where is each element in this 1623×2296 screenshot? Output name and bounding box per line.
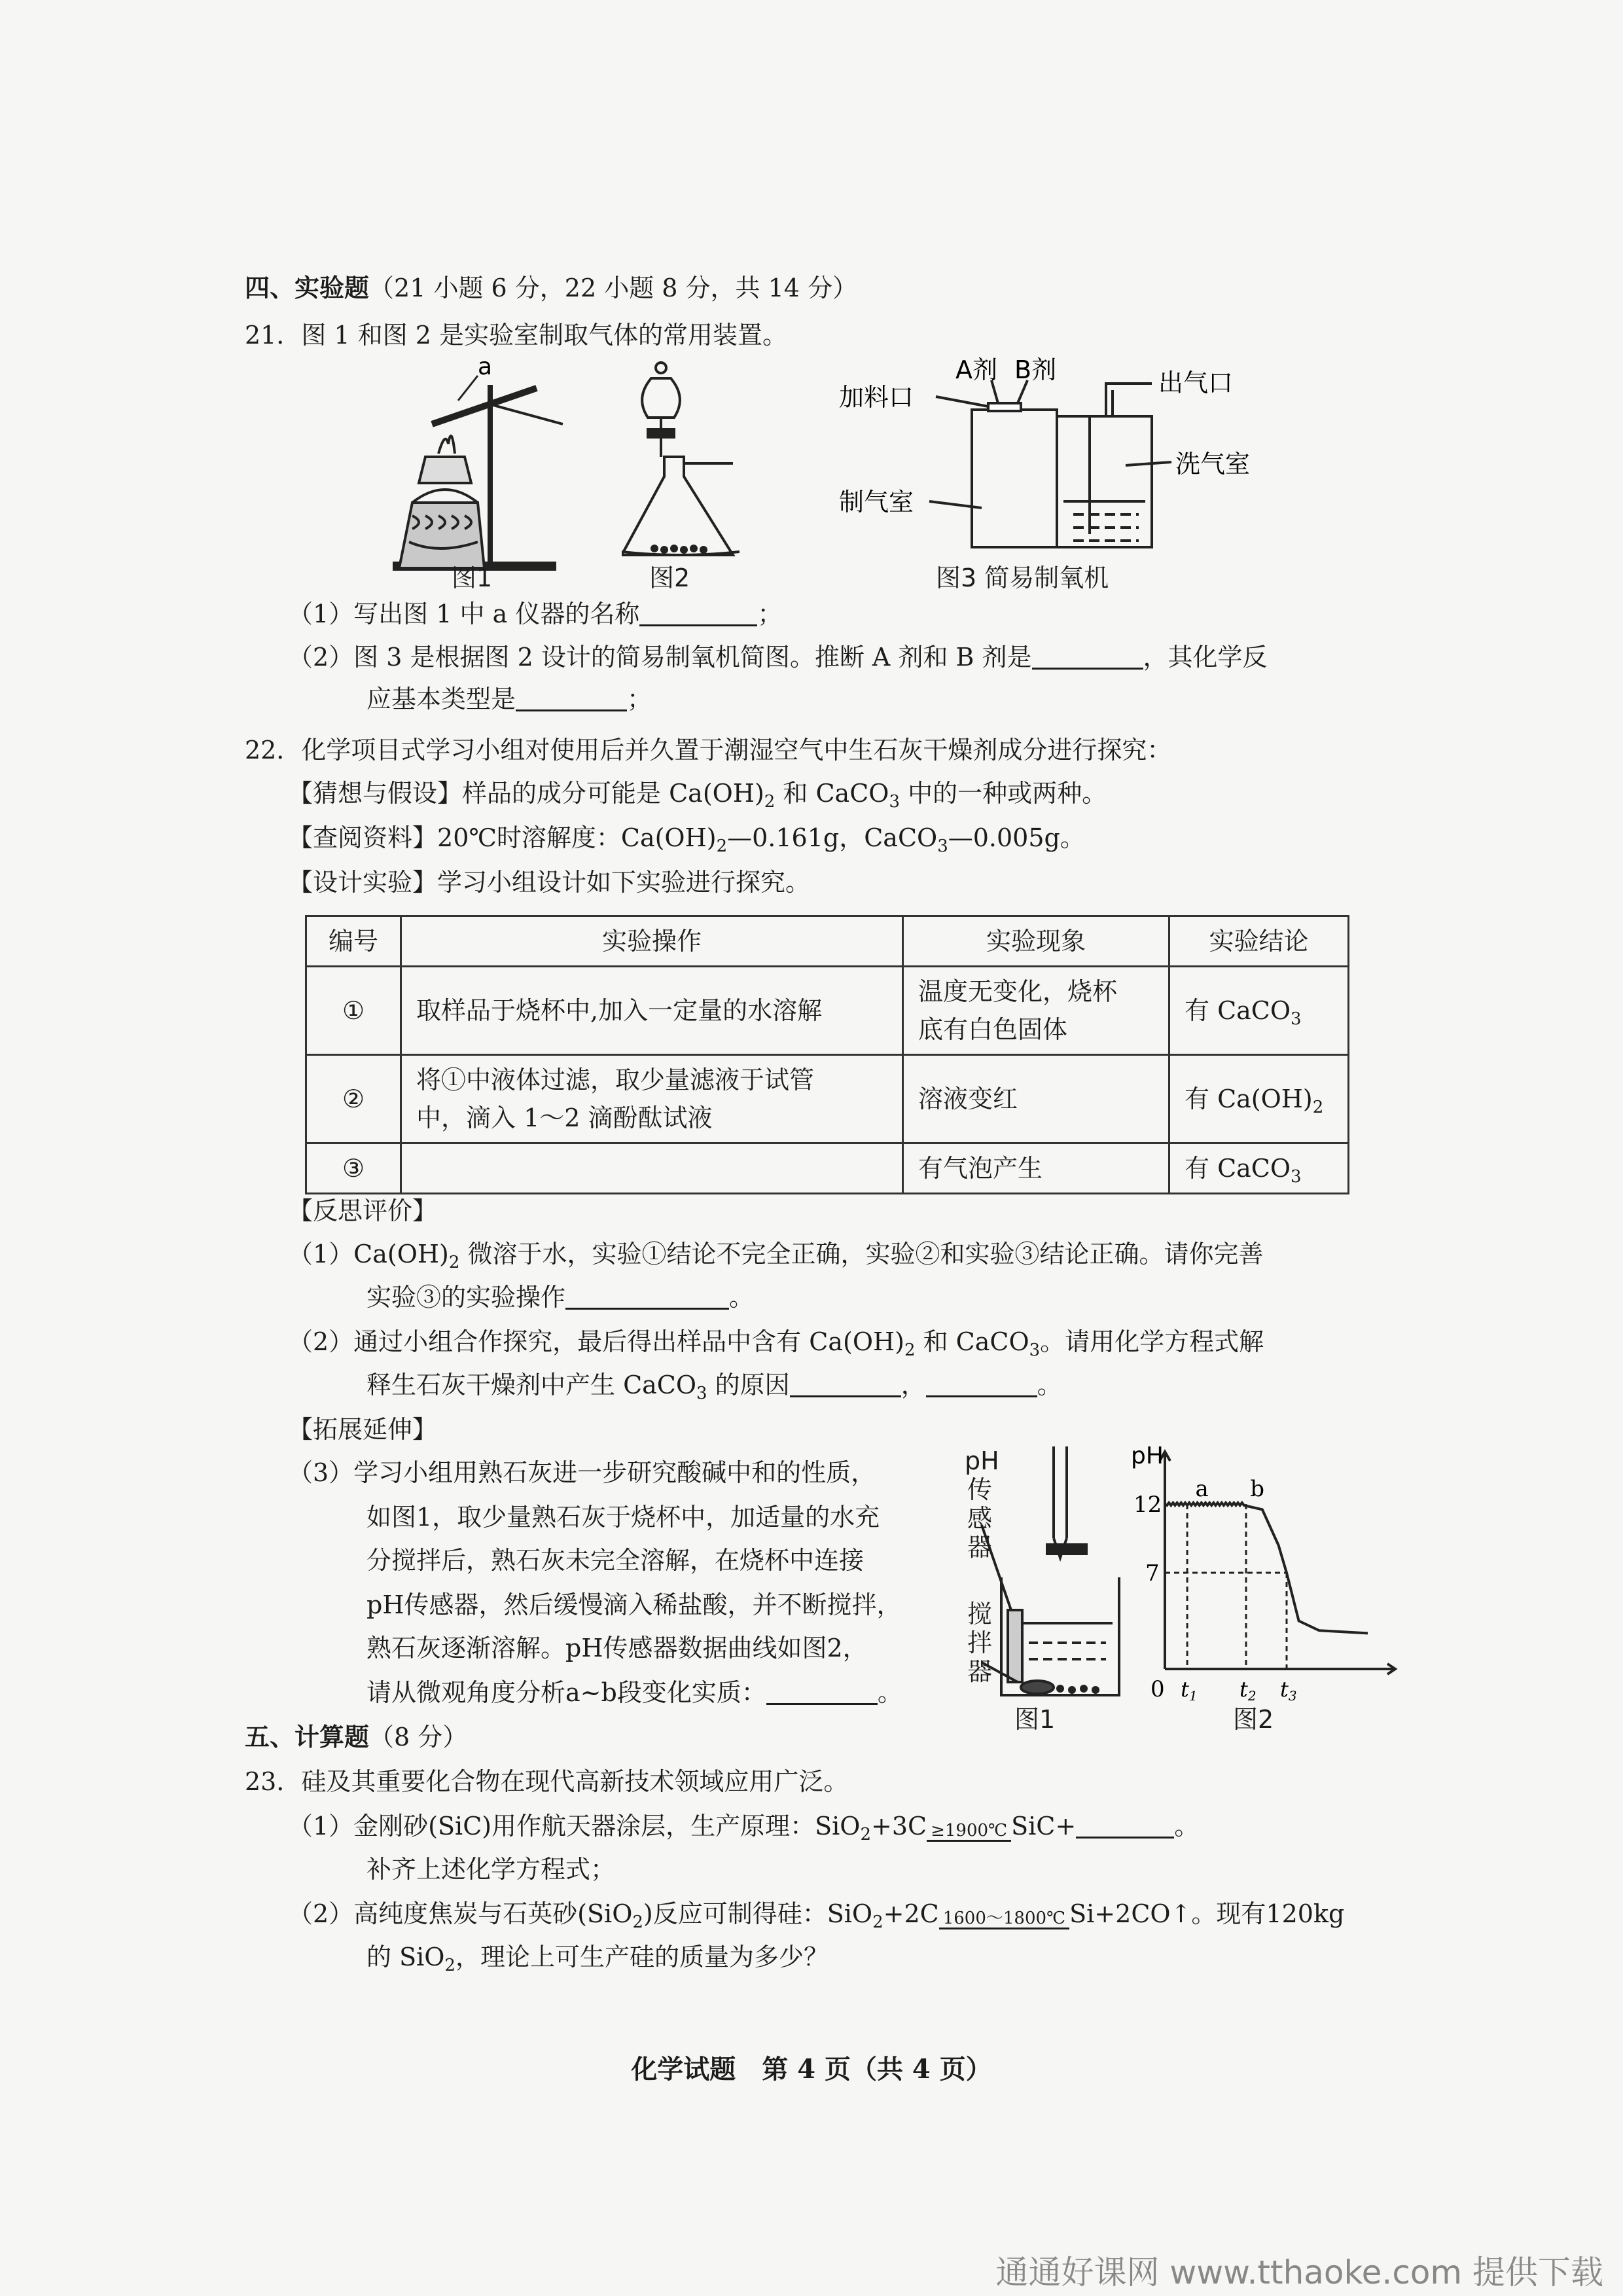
fig1-label-a: a xyxy=(478,359,493,380)
reflect-part1 xyxy=(288,1236,1264,1272)
stirrer-char: 搅 xyxy=(967,1600,993,1628)
ext-line: （3）学习小组用熟石灰进一步研究酸碱中和的性质， xyxy=(288,1458,876,1487)
q21-part1 xyxy=(288,596,782,632)
conclusion-text: 有 Ca(OH) xyxy=(1185,1085,1313,1113)
reference-text-a: 20℃时溶解度：Ca(OH) xyxy=(437,823,717,852)
conclusion-sub: 2 xyxy=(1312,1098,1324,1117)
fig3-gen-chamber: 制气室 xyxy=(839,488,914,516)
conclusion-text: 有 CaCO xyxy=(1185,996,1291,1025)
hypothesis-sub2: 3 xyxy=(889,792,900,812)
table-cell-no: ② xyxy=(306,1055,401,1143)
reflect1-text-a: （1）Ca(OH) xyxy=(288,1240,449,1268)
sensor-char: 器 xyxy=(967,1533,993,1562)
ph-series-line xyxy=(1165,1503,1368,1633)
q21-part2-line2: 应基本类型是 xyxy=(366,685,516,713)
q23-part2-line2-sub: 2 xyxy=(444,1956,455,1975)
sensor-char: 感 xyxy=(967,1504,993,1533)
watermark: 通通好课网 www.tthaoke.com 提供下载 xyxy=(995,2253,1603,2291)
q23-part2-text-c: +2C xyxy=(883,1899,939,1928)
sensor-label-ph: pH xyxy=(965,1446,999,1475)
q21-part2-text-end: ，其化学反 xyxy=(1143,643,1268,672)
table-row xyxy=(306,1055,1349,1143)
fig3-oxygen-generator xyxy=(831,351,1250,560)
reaction-condition: 1600～1800℃ xyxy=(939,1909,1069,1929)
table-cell-no: ③ xyxy=(306,1143,401,1194)
reflect2-text-a: （2）通过小组合作探究，最后得出样品中含有 Ca(OH) xyxy=(288,1327,904,1356)
hypothesis-text-b: 和 CaCO xyxy=(775,779,889,808)
page-footer: 化学试题 第 4 页（共 4 页） xyxy=(631,2054,992,2085)
fig3-inlet: 加料口 xyxy=(839,383,914,412)
reaction-condition-arrow xyxy=(939,1909,1069,1945)
reference-text-c: —0.005g。 xyxy=(948,823,1085,852)
reflect1-sub: 2 xyxy=(448,1253,460,1272)
x-tick-label: t3 xyxy=(1280,1677,1297,1702)
q23-part1-end: 。 xyxy=(1174,1812,1200,1840)
table-row xyxy=(306,1143,1349,1194)
reflect1-blank[interactable] xyxy=(565,1282,729,1310)
reflect2-text-b: 和 CaCO xyxy=(915,1327,1029,1356)
q23-part2-line2 xyxy=(366,1939,829,1975)
table-cell-phenomenon xyxy=(903,967,1169,1055)
fig2-caption: 图2 xyxy=(649,564,690,592)
sensor-char: 传 xyxy=(967,1475,993,1504)
q23-part1 xyxy=(288,1808,1199,1857)
reference-tag: 【查阅资料】 xyxy=(288,823,438,852)
guide-lines xyxy=(1165,1504,1287,1669)
ext-blank[interactable] xyxy=(766,1677,878,1705)
q21-part1-text: （1）写出图 1 中 a 仪器的名称 xyxy=(288,600,640,628)
experiment-table xyxy=(305,915,1349,1194)
reflect2-blank2[interactable] xyxy=(926,1369,1037,1397)
reflect2-text-c: 。请用化学方程式解 xyxy=(1040,1327,1264,1356)
op-line2: 中，滴入 1～2 滴酚酞试液 xyxy=(416,1103,713,1132)
reflect2-blank1[interactable] xyxy=(790,1369,901,1397)
table-cell-conclusion xyxy=(1169,1143,1349,1194)
ext-end: 。 xyxy=(877,1678,902,1707)
hypothesis-text-a: 样品的成分可能是 Ca(OH) xyxy=(462,779,764,808)
reference-text-b: —0.161g，CaCO xyxy=(727,823,938,852)
table-cell-no: ① xyxy=(306,967,401,1055)
section5-note: （8 分） xyxy=(369,1723,468,1751)
reflect2-line2-b: 的原因 xyxy=(707,1371,790,1399)
q23-part1-line2: 补齐上述化学方程式； xyxy=(366,1855,616,1884)
table-cell-op: 取样品于烧杯中,加入一定量的水溶解 xyxy=(401,967,903,1055)
phenomenon-line1: 温度无变化，烧杯 xyxy=(918,977,1118,1006)
ext-line-text: 请从微观角度分析a~b段变化实质： xyxy=(366,1678,766,1707)
fig3-wash-chamber: 洗气室 xyxy=(1175,450,1250,478)
table-row xyxy=(306,967,1349,1055)
q23-part1-text-c: SiC+ xyxy=(1011,1812,1077,1840)
hypothesis-sub1: 2 xyxy=(764,792,776,812)
q21-part2-line2-end: ； xyxy=(627,685,652,713)
reflect1-end: 。 xyxy=(729,1283,755,1312)
reflect2-end: 。 xyxy=(1037,1371,1062,1399)
reflect-part1-cont xyxy=(366,1279,754,1316)
ph-curve-chart xyxy=(1126,1440,1400,1702)
table-header: 编号 xyxy=(306,916,401,967)
q23-part1-blank[interactable] xyxy=(1076,1810,1174,1839)
fig3-agent-a: A剂 xyxy=(955,355,997,384)
sensor-label xyxy=(967,1475,996,1562)
section4-heading xyxy=(245,270,857,306)
q21-part2 xyxy=(288,639,1268,675)
q23-part2-line2-a: 的 SiO xyxy=(366,1943,445,1971)
section4-title: 四、实验题 xyxy=(245,273,370,302)
q23-part2-text-a: （2）高纯度焦炭与石英砂(SiO xyxy=(288,1899,633,1928)
q23-part2 xyxy=(288,1895,1344,1945)
q21-part2-blank2[interactable] xyxy=(516,683,627,711)
fig3-outlet: 出气口 xyxy=(1158,368,1234,397)
reflect-part2 xyxy=(288,1323,1264,1360)
ph-chart-caption: 图2 xyxy=(1233,1705,1274,1734)
conclusion-text: 有 CaCO xyxy=(1185,1154,1291,1183)
stirrer-char: 器 xyxy=(967,1657,993,1686)
q23-part2-line2-b: ，理论上可生产硅的质量为多少？ xyxy=(455,1943,829,1971)
section4-note: （21 小题 6 分，22 小题 8 分，共 14 分） xyxy=(369,274,858,302)
ext-line: 如图1，取少量熟石灰于烧杯中，加适量的水充 xyxy=(366,1503,880,1532)
extension-tag: 【拓展延伸】 xyxy=(288,1415,438,1444)
q22-reference xyxy=(288,819,1085,856)
q21-part1-blank[interactable] xyxy=(639,598,757,626)
table-cell-phenomenon: 有气泡产生 xyxy=(903,1143,1169,1194)
q21-part2-blank1[interactable] xyxy=(1032,641,1143,670)
ext-line: 熟石灰逐渐溶解。pH传感器数据曲线如图2， xyxy=(366,1634,868,1662)
ext-line: 分搅拌后，熟石灰未完全溶解，在烧杯中连接 xyxy=(366,1546,865,1575)
fig3-agent-b: B剂 xyxy=(1014,355,1057,384)
reflect2-line2-sub: 3 xyxy=(696,1384,707,1403)
q23-part1-text-b: +3C xyxy=(870,1812,927,1840)
q23-part1-sub: 2 xyxy=(860,1825,871,1844)
q22-stem: 22．化学项目式学习小组对使用后并久置于潮湿空气中生石灰干燥剂成分进行探究： xyxy=(245,736,1172,764)
table-cell-op xyxy=(401,1055,903,1143)
table-cell-conclusion xyxy=(1169,1055,1349,1143)
q22-design xyxy=(288,864,810,901)
fig1-caption: 图1 xyxy=(452,564,493,592)
fig2-apparatus xyxy=(622,359,740,562)
section5-heading xyxy=(245,1719,467,1755)
op-line1: 将①中液体过滤，取少量滤液于试管 xyxy=(416,1066,815,1094)
point-label-b: b xyxy=(1250,1476,1264,1502)
q22-hypothesis xyxy=(288,775,1107,812)
reaction-condition: ≥1900℃ xyxy=(927,1821,1011,1842)
y-tick-label: 7 xyxy=(1145,1560,1160,1587)
q21-part2-text: （2）图 3 是根据图 2 设计的简易制氧机简图。推断 A 剂和 B 剂是 xyxy=(288,643,1032,672)
origin-label: 0 xyxy=(1150,1676,1165,1702)
table-header: 实验结论 xyxy=(1169,916,1349,967)
reference-sub2: 3 xyxy=(937,836,948,856)
x-tick-label: t2 xyxy=(1240,1677,1257,1702)
sensor-fig-caption: 图1 xyxy=(1014,1705,1056,1734)
q23-part2-text-b: )反应可制得硅：SiO xyxy=(643,1899,873,1928)
q23-part2-sub2: 2 xyxy=(872,1912,883,1932)
reflect2-line2-a: 释生石灰干燥剂中产生 CaCO xyxy=(366,1371,697,1399)
phenomenon-line2: 底有白色固体 xyxy=(918,1015,1068,1044)
hypothesis-text-c: 中的一种或两种。 xyxy=(900,779,1107,808)
hypothesis-tag: 【猜想与假设】 xyxy=(288,779,463,808)
table-cell-op-empty[interactable] xyxy=(401,1143,903,1194)
q23-part1-text-a: （1）金刚砂(SiC)用作航天器涂层，生产原理：SiO xyxy=(288,1812,861,1840)
design-text: 学习小组设计如下实验进行探究。 xyxy=(437,868,811,897)
y-tick-label: 12 xyxy=(1133,1492,1162,1518)
y-axis-label: pH xyxy=(1131,1443,1164,1469)
ext-line-last xyxy=(366,1674,902,1711)
reflect-tag: 【反思评价】 xyxy=(288,1196,438,1225)
fig1-apparatus xyxy=(386,359,569,581)
section5-title: 五、计算题 xyxy=(245,1722,370,1751)
q23-part2-sub1: 2 xyxy=(632,1912,643,1932)
table-header-row xyxy=(306,916,1349,967)
stirrer-label xyxy=(967,1600,996,1686)
q21-part2-cont xyxy=(366,681,652,717)
reference-sub1: 2 xyxy=(716,836,728,856)
reflect1-text-b: 微溶于水，实验①结论不完全正确，实验②和实验③结论正确。请你完善 xyxy=(459,1240,1264,1268)
q23-part2-text-d: Si+2CO↑。现有120kg xyxy=(1069,1899,1345,1928)
table-cell-conclusion xyxy=(1169,967,1349,1055)
point-label-a: a xyxy=(1195,1476,1209,1502)
fig3-caption: 图3 简易制氧机 xyxy=(936,564,1109,592)
reaction-condition-arrow xyxy=(927,1821,1011,1857)
stirrer-char: 拌 xyxy=(967,1628,993,1657)
reflect-part2-cont xyxy=(366,1367,1062,1403)
ext-line: pH传感器，然后缓慢滴入稀盐酸，并不断搅拌， xyxy=(366,1590,902,1619)
design-tag: 【设计实验】 xyxy=(288,868,438,897)
q21-part1-end: ； xyxy=(757,600,783,628)
q21-stem: 21．图 1 和图 2 是实验室制取气体的常用装置。 xyxy=(245,321,788,350)
x-tick-label: t1 xyxy=(1181,1677,1198,1702)
table-cell-phenomenon: 溶液变红 xyxy=(903,1055,1169,1143)
reflect2-sub2: 3 xyxy=(1029,1340,1041,1360)
conclusion-sub: 3 xyxy=(1291,1167,1302,1187)
reflect1-line2: 实验③的实验操作 xyxy=(366,1283,566,1312)
reflect2-mid: ， xyxy=(901,1371,926,1399)
table-header: 实验操作 xyxy=(401,916,903,967)
table-header: 实验现象 xyxy=(903,916,1169,967)
conclusion-sub: 3 xyxy=(1291,1009,1302,1029)
q23-stem: 23．硅及其重要化合物在现代高新技术领域应用广泛。 xyxy=(245,1767,849,1796)
reflect2-sub1: 2 xyxy=(904,1340,916,1360)
